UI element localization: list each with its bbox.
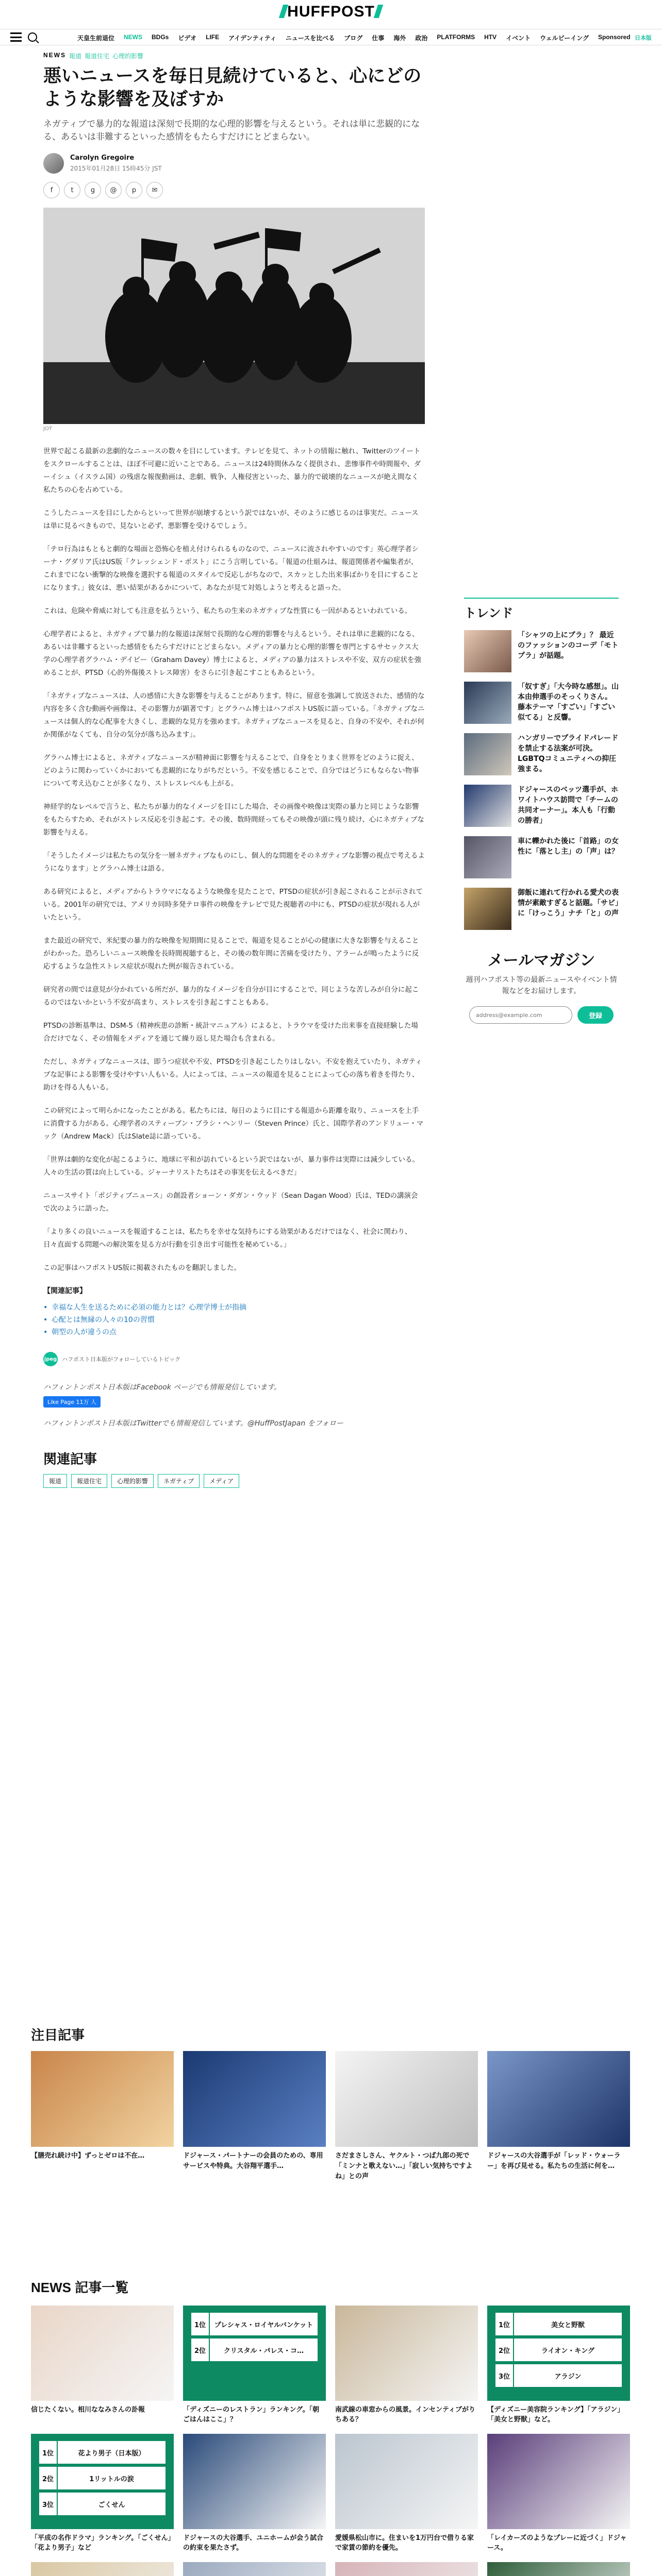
news-title: NEWS 記事一覧 bbox=[31, 2280, 129, 2295]
article-paragraph: ある研究によると、メディアからトラウマになるような映像を見たことで、PTSDの症状が引き起こされることが示されている。2001年の研究では、アメリカ同時多発テロ事件の映像をテレビで見た視聴者の中にも、PTSDの症状が現れる人がいたという。 bbox=[43, 888, 423, 922]
nav-item[interactable]: 海外 bbox=[393, 35, 406, 42]
share-icon[interactable]: p bbox=[126, 182, 142, 198]
attention-headline[interactable]: 【膳売れ続け中】ずっとゼロは不在… bbox=[31, 2152, 145, 2160]
newsletter-title: メールマガジン bbox=[487, 952, 595, 969]
topic-badge[interactable]: jpeg bbox=[43, 1352, 58, 1366]
article-paragraph: 「テロ行為はもともと劇的な場面と恐怖心を植え付けられるものなので、ニュースに流されやすいのです」英心理学者シーナ・グダリア氏はUS版「クレッシェンド・ポスト」にこう言明している。「報道の仕組みは、報道関係者や編集者が、これまでにない衝撃的な映像を選択する報道のスタイルで反応しがちなので、スカッとした出来事ばかりを目にすることになります。」彼女は、悪い結果があるかについて、あなたが見て対処しようと考えると語った。 bbox=[43, 545, 419, 592]
attention-thumbnail[interactable] bbox=[31, 2051, 174, 2147]
news-thumbnail[interactable] bbox=[31, 2562, 174, 2576]
news-card[interactable] bbox=[31, 2306, 174, 2425]
newsletter-desc: 週刊ハフポスト等の最新ニュースやイベント情報などをお届けします。 bbox=[466, 976, 617, 995]
article-paragraph: 神経学的なレベルで言うと、私たちが暴力的なイメージを目にした場合、その画像や映像は実際の暴力と同じような影響をもたらすため、それがストレス反応を引き起こす。その後、数時間経ってもその映像が頭に残り続け、心にネガティブな影響を与える。 bbox=[43, 803, 424, 837]
article-paragraph: PTSDの診断基準は、DSM-5（精神疾患の診断・統計マニュアル）によると、トラウマを受けた出来事を直接経験した場合だけでなく、その情報をメディアを通じて繰り返し見た場合も含まれる。 bbox=[43, 1022, 418, 1043]
trend-item[interactable] bbox=[464, 785, 619, 827]
facebook-promo[interactable]: ハフィントンポスト日本版はFacebook ページでも情報発信しています。 bbox=[43, 1383, 281, 1392]
related-links-list bbox=[43, 1301, 425, 1338]
publish-date: 2015年01月28日 15時45分 JST bbox=[70, 165, 162, 172]
news-card[interactable] bbox=[335, 2306, 478, 2425]
news-thumbnail[interactable] bbox=[183, 2306, 326, 2401]
tag-chip[interactable]: ネガティブ bbox=[158, 1474, 200, 1488]
newsletter-box bbox=[464, 947, 619, 1024]
attention-thumbnail[interactable] bbox=[487, 2051, 630, 2147]
author-row bbox=[43, 153, 425, 174]
article-subhead: ネガティブで暴力的な報道は深刻で長期的な心理的影響を与えるという。それは単に悲観的になる、あるいは非難するといった感情をもたらすだけにとどまらない。 bbox=[43, 119, 420, 142]
nav-items bbox=[77, 33, 631, 42]
nav-item[interactable]: ブログ bbox=[344, 35, 363, 42]
news-thumbnail[interactable] bbox=[183, 2434, 326, 2529]
article-paragraph: これは、危険や脅威に対しても注意を払うという、私たちの生来のネガティブな性質にも一因があるといわれている。 bbox=[43, 607, 412, 615]
news-headline[interactable]: 「平成の名作ドラマ」ランキング。「ごくせん」「花より男子」など bbox=[31, 2534, 172, 2552]
article-paragraph: この記事はハフポストUS版に掲載されたものを翻訳しました。 bbox=[43, 1264, 241, 1272]
related-heading: 【関連記事】 bbox=[43, 1287, 87, 1295]
related-articles bbox=[43, 1449, 425, 1488]
ranking-row bbox=[39, 2493, 166, 2515]
hero-image bbox=[43, 208, 425, 424]
ranking-row bbox=[39, 2467, 166, 2489]
nav-item[interactable]: アイデンティティ bbox=[228, 35, 276, 42]
militants-silhouette-image bbox=[43, 208, 425, 424]
news-card[interactable] bbox=[183, 2562, 326, 2576]
news-thumbnail[interactable] bbox=[31, 2306, 174, 2401]
logo-area bbox=[0, 3, 662, 21]
share-icon[interactable]: ✉ bbox=[146, 182, 163, 198]
ranking-label: アラジン bbox=[554, 2372, 582, 2381]
trend-thumbnail[interactable] bbox=[464, 888, 511, 930]
ranking-label: プレシャス・ロイヤルバンケット bbox=[214, 2321, 313, 2329]
attention-thumbnail[interactable] bbox=[183, 2051, 326, 2147]
trend-list bbox=[464, 630, 619, 930]
breadcrumb-item[interactable]: 心理的影響 bbox=[112, 53, 144, 60]
trend-item[interactable] bbox=[464, 888, 619, 930]
attention-card[interactable] bbox=[487, 2051, 630, 2182]
ranking-number: 1位 bbox=[191, 2313, 210, 2335]
news-thumbnail[interactable] bbox=[335, 2562, 478, 2576]
ranking-label: ごくせん bbox=[98, 2501, 125, 2509]
share-icon[interactable]: f bbox=[43, 182, 60, 198]
breadcrumb bbox=[43, 52, 425, 60]
edition-selector[interactable]: 日本版 bbox=[635, 35, 652, 41]
related-links bbox=[43, 1285, 425, 1338]
news-thumbnail[interactable] bbox=[183, 2562, 326, 2576]
breadcrumb-item[interactable]: 報道 bbox=[69, 53, 82, 60]
news-thumbnail[interactable] bbox=[487, 2562, 630, 2576]
ranking-label: 花より男子（日本版） bbox=[78, 2449, 145, 2458]
ranking-row bbox=[191, 2338, 318, 2361]
news-headline[interactable]: 愛媛県松山市に。住まいを1万円台で借りる家で家賃の節約を優先。 bbox=[335, 2534, 474, 2552]
nav-item[interactable]: ビデオ bbox=[178, 35, 197, 42]
ranking-row bbox=[495, 2364, 622, 2387]
nav-item[interactable]: イベント bbox=[506, 35, 531, 42]
attention-section bbox=[31, 2025, 631, 2182]
top-bar bbox=[0, 0, 662, 26]
ranking-label: 美女と野獣 bbox=[551, 2321, 585, 2329]
trend-headline[interactable]: ハンガリーでプライドパレードを禁止する法案が可決。LGBTQコミュニティへの抑圧強まる。 bbox=[518, 734, 619, 773]
news-card[interactable] bbox=[183, 2306, 326, 2425]
huffpost-logo[interactable]: HUFFPOST bbox=[280, 3, 382, 21]
article-paragraph: ただし、ネガティブなニュースは、即うつ症状や不安、PTSDを引き起こしたりはしない。不安を抱えていたり、ネガティブな記事による影響を受けやすい人もいる。人によっては、ニュースの報道を見ることによって心の落ち着きを得たり、助けを得る人もいる。 bbox=[43, 1058, 422, 1092]
nav-item[interactable]: 天皇生前退位 bbox=[77, 35, 115, 42]
news-headline[interactable]: 南武線の車窓からの風景。インセンティブがりちある？ bbox=[335, 2406, 475, 2424]
nav-item[interactable]: 仕事 bbox=[372, 35, 385, 42]
article-body bbox=[43, 445, 425, 1275]
share-icon[interactable]: g bbox=[85, 182, 101, 198]
search-icon[interactable] bbox=[28, 32, 37, 42]
article-paragraph: 「より多くの良いニュースを報道することは、私たちを幸せな気持ちにする効果があるだけではなく、社会に関わり、日々直面する問題への解決策を見る方が行動を引き出す可能性を秘めている。」 bbox=[43, 1228, 412, 1249]
trend-thumbnail[interactable] bbox=[464, 682, 511, 724]
nav-item[interactable]: ウェルビーイング bbox=[540, 35, 589, 42]
related-link[interactable]: • 心配とは無縁の人々の10の習慣 bbox=[43, 1314, 425, 1326]
twitter-promo[interactable]: ハフィントンポスト日本版はTwitterでも情報発信しています。@HuffPostJapan をフォロー bbox=[43, 1419, 343, 1428]
article-paragraph: また最近の研究で、米紀要の暴力的な映像を短期間に見ることで、報道を見ることが心の健康に大きな影響を与えることがわかった。恐ろしいニュース映像を長時間視聴すると、その後の数年間に苦痛を受けたり、アラームが鳴ったように反応するような急性ストレス症状が現れた例が報告されている。 bbox=[43, 937, 419, 971]
breadcrumb-item[interactable]: NEWS bbox=[43, 52, 66, 59]
trend-thumbnail[interactable] bbox=[464, 785, 511, 827]
article-paragraph: 世界で起こる最新の悲劇的なニュースの数々を目にしています。テレビを見て、ネットの情報に触れ、Twitterのツイートをスクロールすることは、ほぼ不可避に近いことである。ニュースは24時間休みなく提供され、悲惨事件や時間報や、ダーイシュ（イスラム国）の残虐な報復動画は、悲劇、戦争、人権侵害といった、暴力的で破壊的なニュースが絶え間なく私たちの心を占めている。 bbox=[43, 447, 421, 494]
news-card[interactable] bbox=[31, 2434, 174, 2553]
share-buttons bbox=[43, 182, 425, 198]
article-paragraph: ニュースサイト「ポジティブニュース」の創設者ショーン・ダガン・ウッド（Sean Dagan Wood）氏は、TEDの講演会で次のように語った。 bbox=[43, 1192, 418, 1213]
article-paragraph: こうしたニュースを目にしたからといって世界が崩壊するという訳ではないが、そのように感じるのは事実だ。ニュースは単に見るべきもので、見ないと必ず、悪影響を受けるでしょう。 bbox=[43, 509, 419, 530]
ranking-number: 2位 bbox=[495, 2338, 514, 2361]
ranking-number: 2位 bbox=[191, 2338, 210, 2361]
trend-thumbnail[interactable] bbox=[464, 630, 511, 672]
nav-item[interactable]: Sponsored bbox=[598, 33, 631, 41]
nav-left-controls bbox=[10, 32, 37, 42]
tag-chip[interactable]: メディア bbox=[204, 1474, 239, 1488]
nav-item[interactable]: HTV bbox=[484, 33, 497, 41]
article-paragraph: 「ネガティブなニュースは、人の感情に大きな影響を与えることがあります。特に、留意を強調して放送された、感情的な内容を多く含む動画や画像は、その影響力が顕著です」とグラハム博士はハフポストUS版に語っている。「ネガティブなニュースは個人的な心配事を大きくし、悲観的な見方を強めます。ネガティブなニュースを見ると、自身の不安や、それが何か関係がなくても、自分の気分が落ち込みます」。 bbox=[43, 692, 425, 739]
ranking-label: 1リットルの涙 bbox=[89, 2475, 134, 2483]
news-card[interactable] bbox=[335, 2562, 478, 2576]
news-card[interactable] bbox=[487, 2306, 630, 2425]
article-headline: 悪いニュースを毎日見続けていると、心にどのような影響を及ぼすか bbox=[43, 66, 422, 109]
news-thumbnail[interactable] bbox=[335, 2434, 478, 2529]
attention-card[interactable] bbox=[183, 2051, 326, 2182]
newsletter-submit-button[interactable]: 登録 bbox=[577, 1006, 614, 1024]
article bbox=[43, 52, 425, 1488]
news-headline[interactable]: 「ディズニーのレストラン」ランキング。「朝ごはんはここ」？ bbox=[183, 2406, 320, 2424]
nav-item[interactable]: NEWS bbox=[124, 33, 143, 41]
news-thumbnail[interactable] bbox=[487, 2434, 630, 2529]
logo-slash-icon bbox=[374, 5, 383, 18]
news-card[interactable] bbox=[335, 2434, 478, 2553]
article-paragraph: 「世界は劇的な変化が起こるように、地球に平和が訪れているという訳ではないが、暴力事件は実際には減少している。人々の生活の質は向上している。ジャーナリストたちはその事実を伝えるべきだ」 bbox=[43, 1156, 419, 1177]
ranking-number: 3位 bbox=[39, 2493, 58, 2515]
article-paragraph: 心理学者によると、ネガティブで暴力的な報道は深刻で長期的な心理的影響を与えるという。それは単に悲観的になる、あるいは非難するといった感情をもたらすだけにとどまらない。メディアの暴力と心理的影響を専門とするサセックス大学の心理学者グラハム・デイビー（Graham Davey）博士によると、メディアの暴力はストレスや不安、双方の症状を強めることが、PTSD（心的外傷後ストレス障害）をさらに引き起こすこともあるという。 bbox=[43, 630, 422, 677]
newsletter-email-input[interactable] bbox=[469, 1006, 572, 1024]
news-section bbox=[31, 2277, 631, 2576]
trend-item[interactable] bbox=[464, 733, 619, 775]
ranking-number: 1位 bbox=[495, 2313, 514, 2335]
news-thumbnail[interactable] bbox=[31, 2434, 174, 2529]
ranking-row bbox=[495, 2313, 622, 2335]
newsletter-form bbox=[464, 1006, 619, 1024]
tag-chip[interactable]: 報道住宅 bbox=[71, 1474, 107, 1488]
ranking-number: 1位 bbox=[39, 2441, 58, 2464]
news-thumbnail[interactable] bbox=[335, 2306, 478, 2401]
ranking-number: 3位 bbox=[495, 2364, 514, 2387]
share-icon[interactable]: @ bbox=[105, 182, 122, 198]
attention-card[interactable] bbox=[335, 2051, 478, 2182]
trend-thumbnail[interactable] bbox=[464, 836, 511, 878]
topic-text: ハフポスト日本版がフォローしているトピック bbox=[62, 1356, 181, 1363]
news-headline[interactable]: ドジャースの大谷選手、ユニホームが会う試合の約束を果たさず。 bbox=[183, 2534, 324, 2552]
menu-icon[interactable] bbox=[10, 32, 22, 42]
article-paragraph: この研究によって明らかになったことがある。私たちには、毎日のように目にする報道から距離を取り、ニュースを上手に消費する力がある。心理学者のスティーブン・ブラシ・ヘンリー（Steven Prince）氏と、国際学者のアンドリュー・マック（Andrew Mack）氏はSlate誌に語っている。 bbox=[43, 1107, 424, 1141]
ranking-number: 2位 bbox=[39, 2467, 58, 2489]
article-paragraph: グラハム博士によると、ネガティブなニュースが精神面に影響を与えることで、自身をとりまく世界をどのように捉え、どのように関わっていくかにおいても悲観的になりがちだという。不安を感じることで、自分ではどうにもならない物事について考え込むことが多くなり、ストレスレベルも上がる。 bbox=[43, 754, 419, 788]
trend-item[interactable] bbox=[464, 630, 619, 672]
trend-title: トレンド bbox=[464, 598, 619, 621]
topic-follow bbox=[43, 1352, 425, 1366]
attention-title: 注目記事 bbox=[31, 2027, 85, 2043]
attention-headline[interactable]: さだまさしさん、ヤクルト・つば九郎の死で「ミンナと歌えない…」「寂しい気持ちですよね」との声 bbox=[335, 2152, 473, 2180]
article-paragraph: 研究者の間では意見が分かれている所だが、暴力的なイメージを自分が目にすることで、同じような苦しみが自分に起こるのではないかという不安が高まり、ストレスを引き起こすこともある。 bbox=[43, 986, 419, 1007]
attention-thumbnail[interactable] bbox=[335, 2051, 478, 2147]
nav-item[interactable]: 政治 bbox=[415, 35, 428, 42]
news-headline[interactable]: 「レイカーズのようなプレーに近づく」ドジャース。 bbox=[487, 2534, 627, 2552]
ranking-row bbox=[191, 2313, 318, 2335]
ranking-label: クリスタル・パレス・コ… bbox=[223, 2347, 304, 2355]
sidebar bbox=[464, 598, 619, 1024]
news-card[interactable] bbox=[487, 2562, 630, 2576]
news-card[interactable] bbox=[31, 2562, 174, 2576]
news-headline[interactable]: 【ディズニー美容院ランキング】「アラジン」「美女と野獣」など。 bbox=[487, 2406, 624, 2424]
tags-row bbox=[43, 1474, 425, 1488]
nav-item[interactable]: BDGs bbox=[152, 33, 169, 41]
nav-item[interactable]: LIFE bbox=[206, 33, 220, 41]
ranking-label: ライオン・キング bbox=[541, 2347, 594, 2355]
trend-headline[interactable]: 車に轢かれた後に「首路」の女性に「落とし主」の「声」は？ bbox=[518, 837, 619, 856]
news-card[interactable] bbox=[183, 2434, 326, 2553]
news-thumbnail[interactable] bbox=[487, 2306, 630, 2401]
attention-headline[interactable]: ドジャースの大谷選手が「レッド・ウォーラー」を再び見せる。私たちの生活に何を… bbox=[487, 2152, 621, 2170]
author-avatar[interactable] bbox=[43, 153, 64, 174]
nav-item[interactable]: PLATFORMS bbox=[437, 33, 475, 41]
ranking-row bbox=[39, 2441, 166, 2464]
trend-headline[interactable]: 「シャツの上にブラ」？ 最近のファッションのコーデ「モトプラ」が話題。 bbox=[518, 631, 619, 660]
trend-headline[interactable]: 「奴すぎ」「大今時な感想」。山本由伸選手のそっくりさん。藤本テーマ「すごい」「すごい似てる」と反響。 bbox=[518, 683, 619, 722]
breadcrumb-item[interactable]: 報道住宅 bbox=[85, 53, 110, 60]
author-name[interactable]: Carolyn Gregoire bbox=[70, 154, 135, 162]
trend-thumbnail[interactable] bbox=[464, 733, 511, 775]
tag-chip[interactable]: 心理的影響 bbox=[111, 1474, 154, 1488]
share-icon[interactable]: t bbox=[64, 182, 80, 198]
news-card[interactable] bbox=[487, 2434, 630, 2553]
article-paragraph: 「そうしたイメージは私たちの気分を一層ネガティブなものにし、個人的な問題をそのネガティブな影響の視点で考えるようになります」とグラハム博士は語る。 bbox=[43, 852, 425, 873]
related-articles-title: 関連記事 bbox=[43, 1451, 97, 1467]
ranking-row bbox=[495, 2338, 622, 2361]
news-grid bbox=[31, 2306, 631, 2576]
related-link[interactable]: • 朝型の人が違うの点 bbox=[43, 1326, 425, 1338]
attention-grid bbox=[31, 2051, 631, 2182]
trend-headline[interactable]: ドジャースのベッツ選手が、ホワイトハウス訪問で「チームの共同オーナー」。本人も「行動の勝者」 bbox=[518, 786, 619, 825]
image-caption: JOT bbox=[43, 426, 52, 432]
nav-bar bbox=[0, 29, 662, 45]
attention-headline[interactable]: ドジャース・パートナーの会員のための、専用サービスや特典。大谷翔平選手… bbox=[183, 2152, 323, 2170]
facebook-like-button[interactable]: Like Page 11万 人 bbox=[43, 1396, 101, 1408]
attention-card[interactable] bbox=[31, 2051, 174, 2182]
trend-item[interactable] bbox=[464, 682, 619, 724]
related-link[interactable]: • 幸福な人生を送るために必須の能力とは？心理学博士が指摘 bbox=[43, 1301, 425, 1314]
news-headline[interactable]: 信じたくない。相川ななみさんの訃報 bbox=[31, 2406, 145, 2414]
trend-item[interactable] bbox=[464, 836, 619, 878]
nav-item[interactable]: ニュースを比べる bbox=[285, 35, 335, 42]
tag-chip[interactable]: 報道 bbox=[43, 1474, 67, 1488]
trend-headline[interactable]: 御飯に連れて行かれる愛犬の表情が素敵すぎると話題。「サビ」に「けっこう」ナチ「と」の声 bbox=[518, 889, 619, 918]
